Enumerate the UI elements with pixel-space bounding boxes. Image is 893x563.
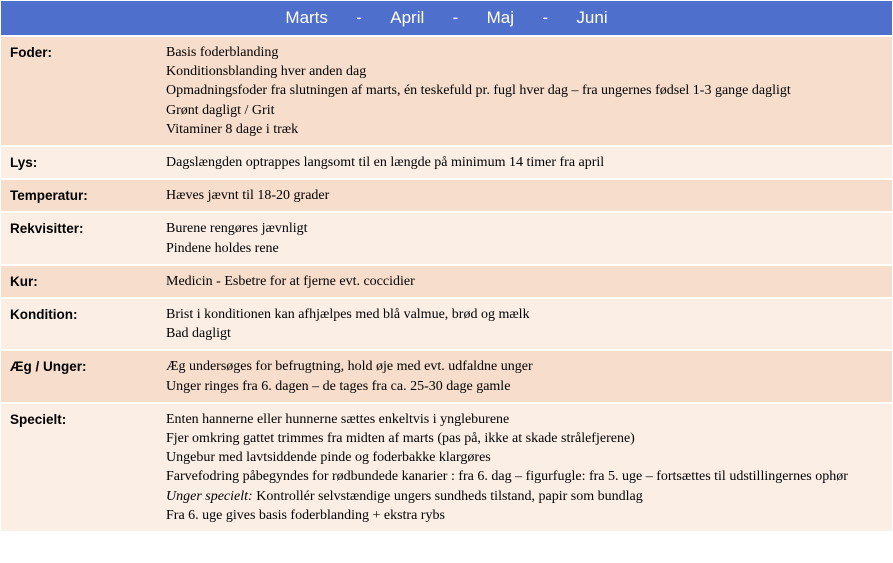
row-content [156, 350, 892, 402]
row-line: Opmadningsfoder fra slutningen af marts, én teskefuld pr. fugl hver dag – fra ungernes fødsel 1-3 gange dagligt [166, 83, 791, 99]
table-row-foder [1, 37, 892, 146]
row-line: Medicin - Esbetre for at fjerne evt. coccidier [166, 273, 415, 289]
table-row-rekvisitter [1, 212, 892, 264]
row-line: Burene rengøres jævnligt [166, 221, 308, 237]
row-content [156, 403, 892, 532]
header-month-march: Marts [285, 8, 328, 27]
row-line: Grønt dagligt / Grit [166, 102, 275, 118]
row-line: Bad dagligt [166, 326, 231, 342]
row-content [156, 265, 892, 298]
header-gap [458, 8, 486, 28]
row-line: Hæves jævnt til 18-20 grader [166, 188, 330, 204]
row-line: Vitaminer 8 dage i træk [166, 121, 299, 137]
row-line: Basis foderblanding [166, 45, 279, 60]
header-gap [514, 8, 542, 28]
row-line: Æg undersøges for befrugtning, hold øje med evt. udfaldne unger [166, 359, 533, 375]
row-line-special [166, 487, 886, 506]
row-label: Temperatur: [1, 179, 156, 212]
table-row-aeg-unger [1, 350, 892, 402]
header-gap [424, 8, 452, 28]
row-label: Foder: [1, 37, 156, 146]
row-line: Unger ringes fra 6. dagen – de tages fra ca. 25-30 dage gamle [166, 378, 511, 394]
header-month-june: Juni [576, 8, 608, 27]
row-label: Æg / Unger: [1, 350, 156, 402]
row-line: Konditionsblanding hver anden dag [166, 64, 367, 80]
schedule-body [1, 37, 892, 533]
row-label: Specielt: [1, 403, 156, 532]
special-line-text: Kontrollér selvstændige ungers sundheds tilstand, papir som bundlag [252, 488, 643, 504]
table-row-kondition [1, 298, 892, 350]
header-separator [328, 8, 356, 28]
row-label: Lys: [1, 146, 156, 179]
header-separator-3: - [542, 8, 549, 27]
row-label: Rekvisitter: [1, 212, 156, 264]
header-gap [548, 8, 576, 28]
row-line: Fra 6. uge gives basis foderblanding + ekstra rybs [166, 507, 445, 523]
row-content [156, 212, 892, 264]
table-row-specielt [1, 403, 892, 532]
row-content [156, 298, 892, 350]
special-italic-label: Unger specielt: [166, 488, 253, 504]
row-content [156, 37, 892, 146]
table-row-lys [1, 146, 892, 179]
row-content [156, 179, 892, 212]
row-line: Brist i konditionen kan afhjælpes med blå valmue, brød og mælk [166, 307, 530, 323]
table-row-temperatur [1, 179, 892, 212]
row-line: Enten hannerne eller hunnerne sættes enkeltvis i yngleburene [166, 411, 510, 427]
schedule-table [1, 1, 892, 533]
row-line: Ungebur med lavtsiddende pinde og foderbakke klargøres [166, 450, 491, 466]
row-line: Fjer omkring gattet trimmes fra midten af marts (pas på, ikke at skade strålefjerene) [166, 431, 635, 447]
header-month-may: Maj [486, 8, 515, 27]
row-label: Kur: [1, 265, 156, 298]
row-label: Kondition: [1, 298, 156, 350]
table-header [1, 1, 892, 37]
row-line: Pindene holdes rene [166, 240, 279, 256]
header-separator-2: - [452, 8, 459, 27]
table-row-kur [1, 265, 892, 298]
row-content [156, 146, 892, 179]
row-line: Dagslængden optrappes langsomt til en længde på minimum 14 timer fra april [166, 155, 605, 171]
row-line: Farvefodring påbegyndes for rødbundede kanarier : fra 6. dag – figurfugle: fra 5. uge – fortsættes til udstillingernes ophør [166, 469, 848, 485]
header-gap [362, 8, 390, 28]
header-separator-1: - [356, 8, 362, 27]
header-month-april: April [390, 8, 425, 27]
